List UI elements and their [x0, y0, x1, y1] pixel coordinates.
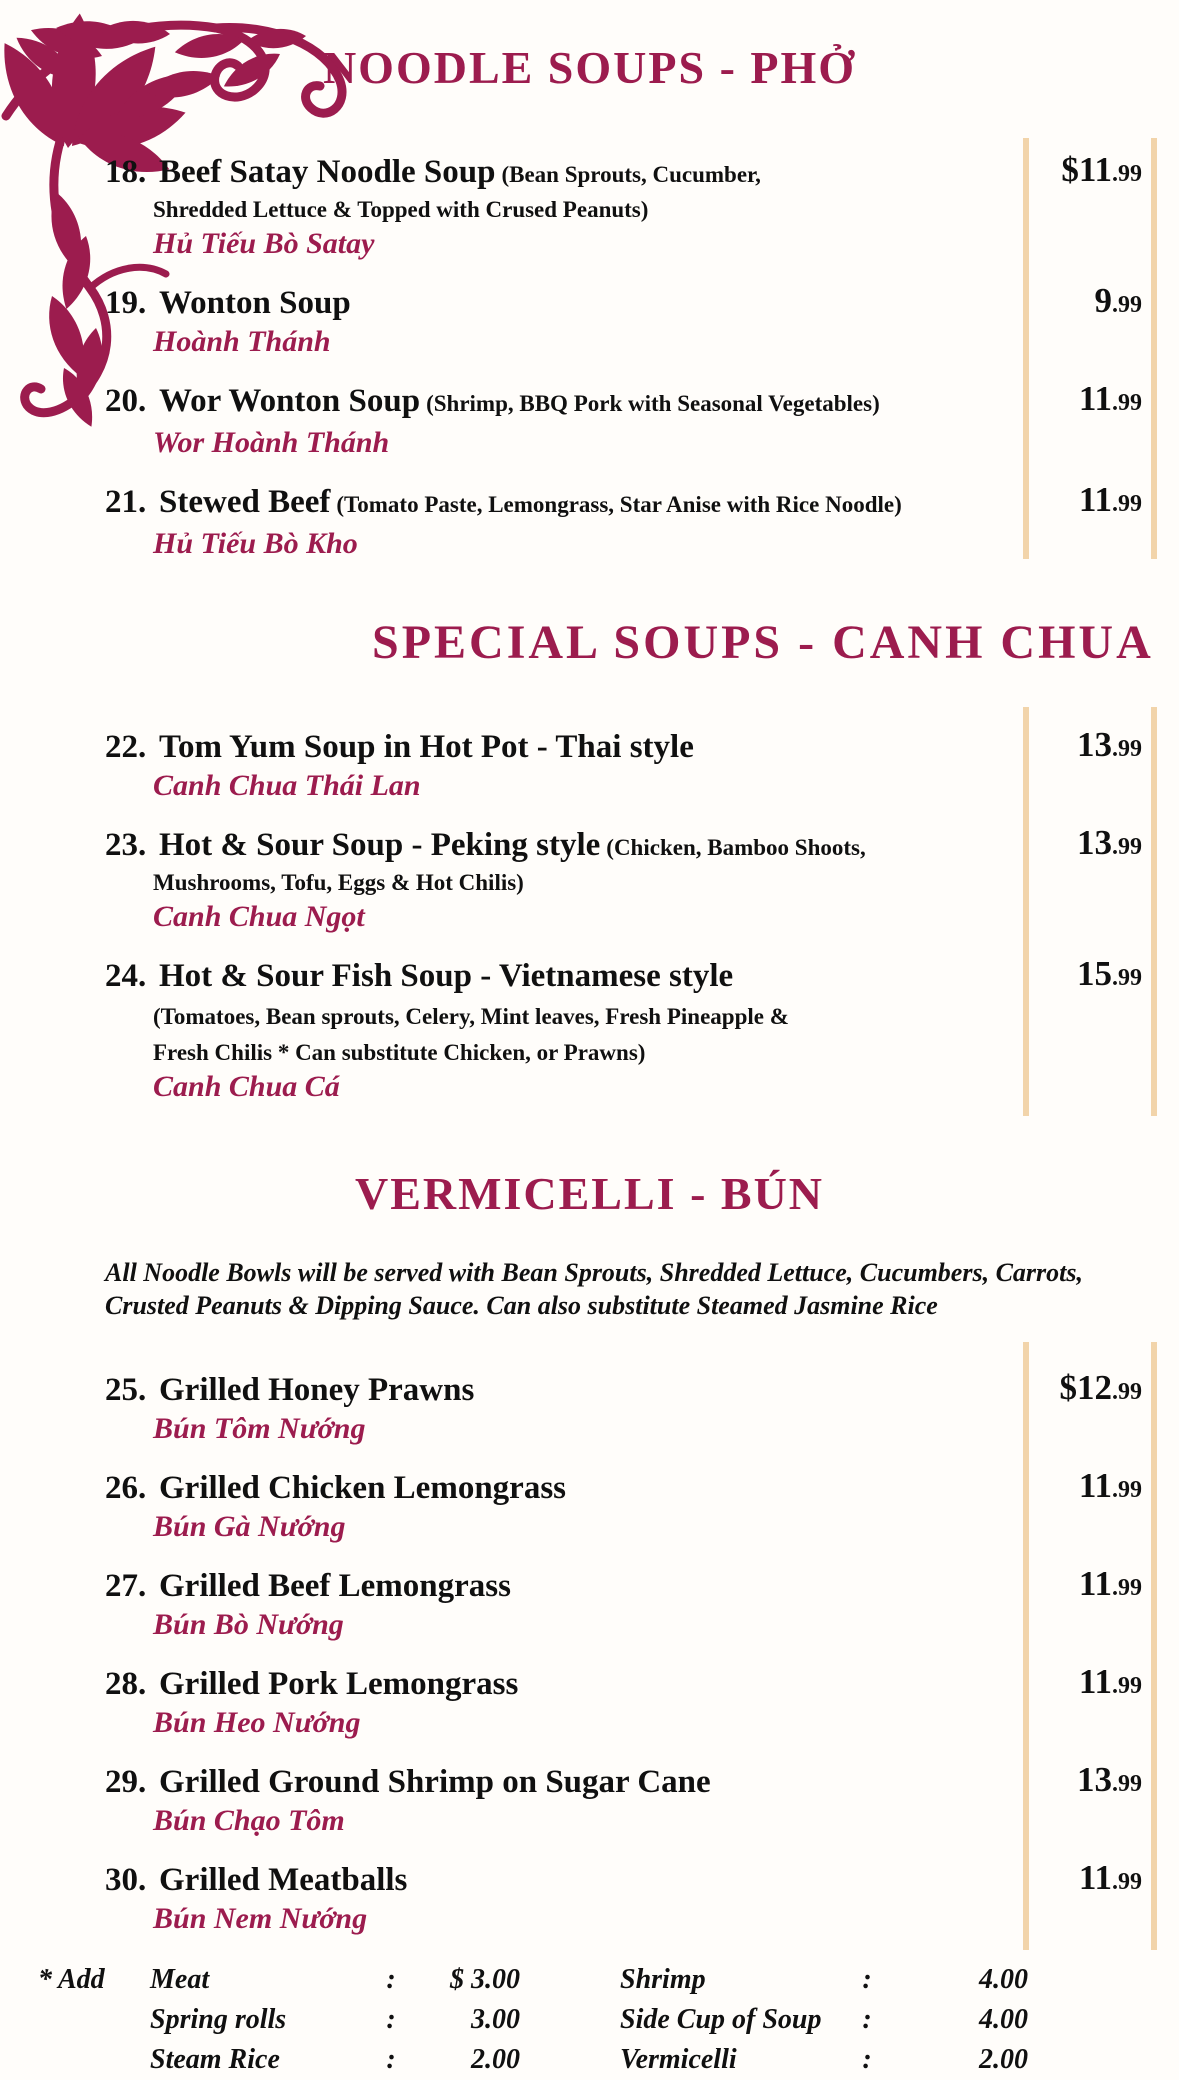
addon-colon: : [386, 2044, 396, 2075]
item-vietnamese-name: Canh Chua Cá [153, 1070, 340, 1103]
item-price: 9.99 [1094, 281, 1142, 320]
menu-item-19 [0, 283, 1179, 361]
item-vietnamese-name: Hoành Thánh [153, 325, 331, 358]
item-number: 19. [105, 285, 147, 321]
item-title-line [105, 1468, 1179, 1508]
item-title-line [105, 1566, 1179, 1606]
item-title-line [105, 956, 1179, 996]
item-title-line [105, 727, 1179, 767]
item-name: Grilled Chicken Lemongrass [159, 1470, 567, 1506]
menu-item-18 [0, 152, 1179, 263]
item-desc-line: (Tomatoes, Bean sprouts, Celery, Mint leaves, Fresh Pineapple & [153, 1004, 789, 1029]
addon-colon: : [862, 2004, 872, 2035]
item-name: Grilled Meatballs [159, 1862, 408, 1898]
section-title-noodle-soups: NOODLE SOUPS - PHỞ [322, 42, 857, 93]
item-number: 26. [105, 1470, 147, 1506]
addon-price: 4.00 [979, 1964, 1028, 1995]
item-number: 27. [105, 1568, 147, 1604]
item-vietnamese-name: Bún Heo Nướng [153, 1706, 361, 1739]
item-price: 11.99 [1078, 1662, 1142, 1701]
item-desc-line: Fresh Chilis * Can substitute Chicken, or Prawns) [153, 1040, 646, 1065]
item-name: Hot & Sour Fish Soup - Vietnamese style [159, 958, 734, 994]
item-number: 22. [105, 729, 147, 765]
noodle-soups-items [0, 152, 1179, 563]
item-price: 11.99 [1078, 1858, 1142, 1897]
special-soups-items [0, 727, 1179, 1106]
menu-item-28 [0, 1664, 1179, 1742]
item-number: 30. [105, 1862, 147, 1898]
addons-prefix: * Add [38, 1964, 105, 1995]
item-number: 25. [105, 1372, 147, 1408]
menu-item-22 [0, 727, 1179, 805]
item-number: 21. [105, 484, 147, 520]
section-title-vermicelli: VERMICELLI - BÚN [354, 1168, 825, 1219]
addon-price: $ 3.00 [450, 1964, 520, 1995]
addon-colon: : [862, 2044, 872, 2075]
item-vietnamese-name: Bún Nem Nướng [153, 1902, 368, 1935]
item-name: Grilled Ground Shrimp on Sugar Cane [159, 1764, 711, 1800]
item-number: 18. [105, 154, 147, 190]
item-price: $11.99 [1061, 150, 1142, 189]
item-vietnamese-name: Hủ Tiếu Bò Kho [153, 527, 358, 560]
item-price: 11.99 [1078, 1564, 1142, 1603]
item-vietnamese-name: Bún Chạo Tôm [153, 1804, 345, 1837]
item-title-line [105, 825, 1179, 868]
menu-item-20 [0, 381, 1179, 462]
item-price: 15.99 [1077, 954, 1142, 993]
item-number: 28. [105, 1666, 147, 1702]
item-vietnamese-name: Bún Bò Nướng [153, 1608, 344, 1641]
addon-colon: : [386, 1964, 396, 1995]
item-number: 29. [105, 1764, 147, 1800]
item-number: 20. [105, 383, 147, 419]
item-vietnamese-name: Bún Gà Nướng [153, 1510, 346, 1543]
addon-label: Spring rolls [150, 2004, 287, 2035]
item-title-line [105, 1762, 1179, 1802]
menu-item-27 [0, 1566, 1179, 1644]
item-price: 13.99 [1077, 1760, 1142, 1799]
addon-label: Shrimp [620, 1964, 706, 1995]
item-number: 24. [105, 958, 147, 994]
addon-label: Meat [150, 1964, 210, 1995]
addon-row [38, 2000, 1179, 2040]
item-price: 13.99 [1077, 725, 1142, 764]
vermicelli-note: All Noodle Bowls will be served with Bean Sprouts, Shredded Lettuce, Cucumbers, Carrots, Crusted Peanuts & Dipping Sauce. Can also substitute Steamed Jasmine Rice [105, 1258, 1083, 1320]
addon-label: Steam Rice [150, 2044, 280, 2075]
item-title-line [105, 1370, 1179, 1410]
item-name: Grilled Pork Lemongrass [159, 1666, 519, 1702]
item-title-line [105, 381, 1179, 424]
addon-price: 2.00 [979, 2044, 1028, 2075]
addon-colon: : [862, 1964, 872, 1995]
item-name: Beef Satay Noodle Soup [159, 154, 496, 190]
menu-item-30 [0, 1860, 1179, 1938]
item-vietnamese-name: Wor Hoành Thánh [153, 426, 390, 459]
item-name: Grilled Honey Prawns [159, 1372, 475, 1408]
item-name: Grilled Beef Lemongrass [159, 1568, 511, 1604]
item-desc-line: Shredded Lettuce & Topped with Crused Peanuts) [153, 197, 649, 222]
addon-colon: : [386, 2004, 396, 2035]
menu-item-29 [0, 1762, 1179, 1840]
addon-price: 2.00 [471, 2044, 520, 2075]
menu-item-26 [0, 1468, 1179, 1546]
menu-item-21 [0, 482, 1179, 563]
item-price: 13.99 [1077, 823, 1142, 862]
menu-item-23 [0, 825, 1179, 936]
item-name: Tom Yum Soup in Hot Pot - Thai style [159, 729, 694, 765]
item-title-line [105, 152, 1179, 195]
item-title-line [105, 1860, 1179, 1900]
addon-row [38, 2040, 1179, 2080]
item-price: 11.99 [1078, 480, 1142, 519]
addon-row [38, 1960, 1179, 2000]
addon-price: 4.00 [979, 2004, 1028, 2035]
item-vietnamese-name: Bún Tôm Nướng [153, 1412, 366, 1445]
item-desc-inline: (Chicken, Bamboo Shoots, [606, 835, 866, 860]
item-price: 11.99 [1078, 1466, 1142, 1505]
menu-item-24 [0, 956, 1179, 1106]
section-title-special-soups: SPECIAL SOUPS - CANH CHUA [372, 616, 1154, 669]
addons-footer [0, 1960, 1179, 2080]
item-name: Wonton Soup [159, 285, 351, 321]
addon-label: Side Cup of Soup [620, 2004, 822, 2035]
menu-item-25 [0, 1370, 1179, 1448]
item-vietnamese-name: Hủ Tiếu Bò Satay [153, 227, 375, 260]
item-name: Hot & Sour Soup - Peking style [159, 827, 601, 863]
item-name: Wor Wonton Soup [159, 383, 421, 419]
addon-label: Vermicelli [620, 2044, 737, 2075]
item-price: 11.99 [1078, 379, 1142, 418]
item-number: 23. [105, 827, 147, 863]
addon-price: 3.00 [471, 2004, 520, 2035]
item-title-line [105, 482, 1179, 525]
item-name: Stewed Beef [159, 484, 331, 520]
item-price: $12.99 [1059, 1368, 1142, 1407]
item-title-line [105, 1664, 1179, 1704]
item-desc-inline: (Shrimp, BBQ Pork with Seasonal Vegetables) [426, 391, 880, 416]
item-title-line [105, 283, 1179, 323]
vermicelli-items [0, 1370, 1179, 1938]
item-desc-inline: (Bean Sprouts, Cucumber, [501, 162, 761, 187]
item-vietnamese-name: Canh Chua Thái Lan [153, 769, 421, 802]
item-desc-line: Mushrooms, Tofu, Eggs & Hot Chilis) [153, 870, 524, 895]
item-vietnamese-name: Canh Chua Ngọt [153, 900, 365, 933]
item-desc-inline: (Tomato Paste, Lemongrass, Star Anise with Rice Noodle) [336, 492, 902, 517]
